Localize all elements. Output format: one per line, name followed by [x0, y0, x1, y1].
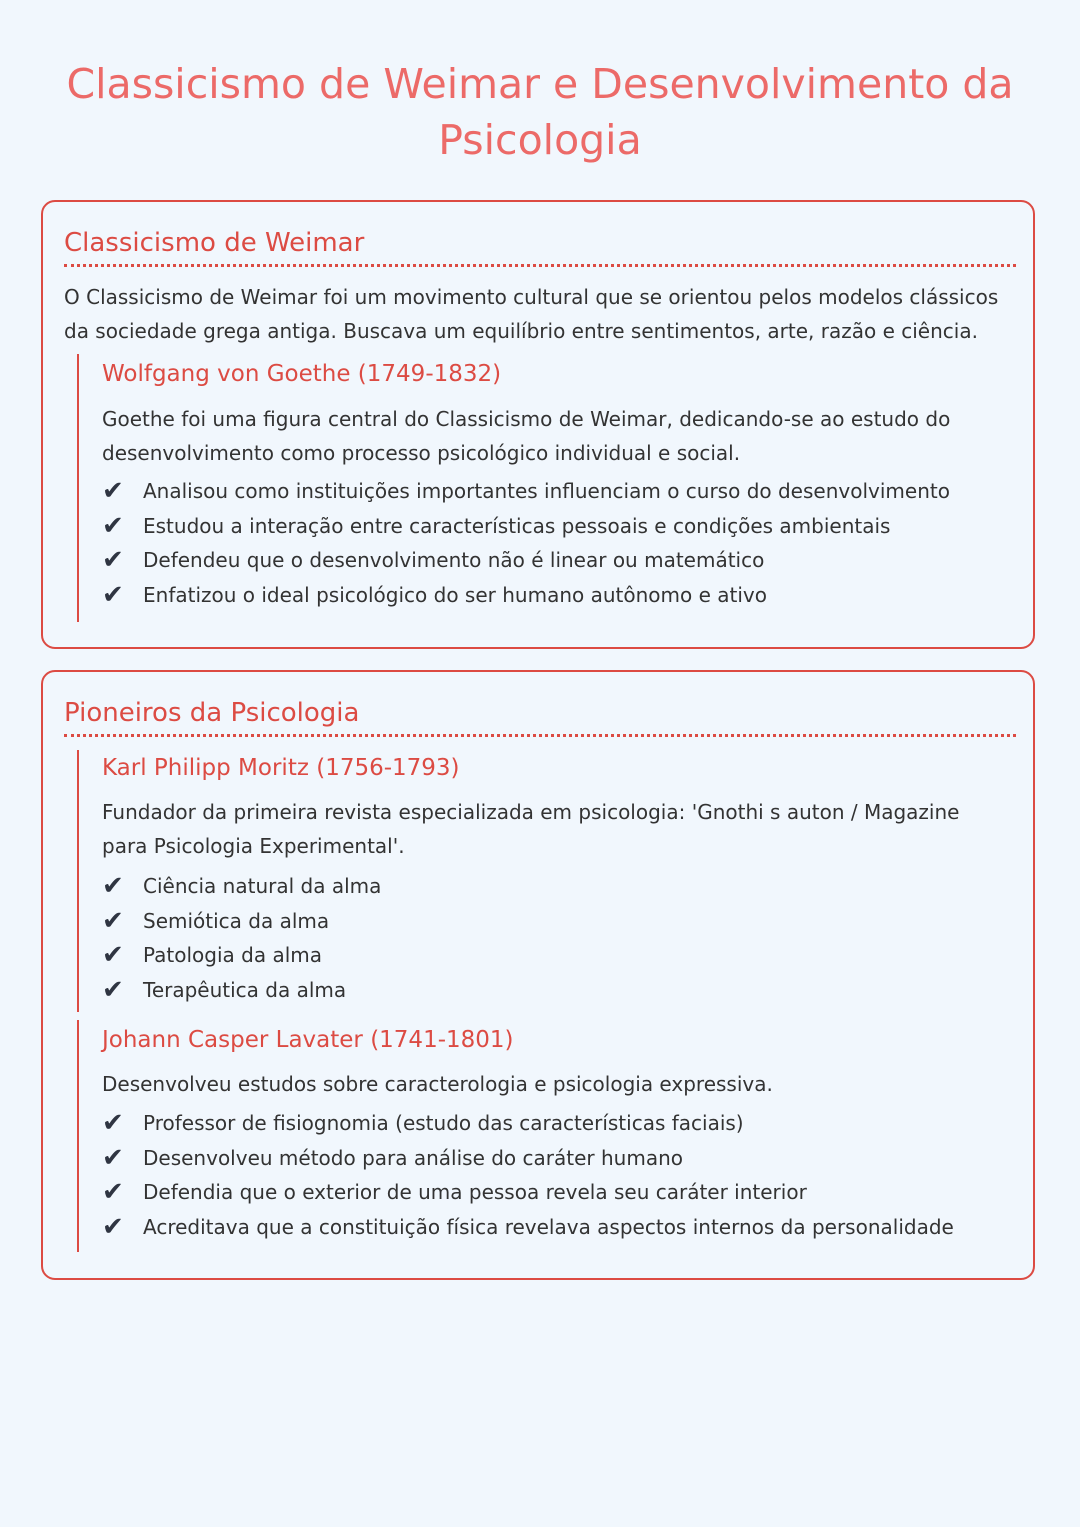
checkmark-icon: ✔ [102, 1108, 124, 1138]
checkmark-icon: ✔ [102, 905, 124, 936]
checkmark-icon: ✔ [102, 510, 124, 541]
person-description: Goethe foi uma figura central do Classicismo de Weimar, dedicando-se ao estudo do desenvolvimento como processo psicológico individual e social. [102, 407, 951, 465]
checkmark-icon: ✔ [102, 1211, 124, 1242]
checkmark-icon: ✔ [102, 871, 124, 901]
page-title: Classicismo de Weimar e Desenvolvimento da Psicologia [66, 60, 1014, 164]
person-description: Desenvolveu estudos sobre caracterologia e psicologia expressiva. [102, 1072, 773, 1096]
dotted-divider [64, 734, 1016, 737]
checkmark-icon: ✔ [102, 545, 124, 576]
person-name: Johann Casper Lavater (1741-1801) [102, 1027, 514, 1053]
section-card-pioneers [41, 670, 1035, 1280]
checkmark-icon: ✔ [102, 476, 124, 506]
section-title: Pioneiros da Psicologia [64, 698, 360, 728]
person-block-moritz: Karl Philipp Moritz (1756-1793) Fundador da primeira revista especializada em psicologia: 'Gnothi s auton / Magazine para Psicologia Experimental'. ✔ Ciência natural da alma ✔ Semiótica da alma ✔ Patologia da alma ✔ Terapêutica da alma [77, 750, 979, 1012]
person-block-lavater: Johann Casper Lavater (1741-1801) Desenvolveu estudos sobre caracterologia e psicologia expressiva. ✔ Professor de fisiognomia (estudo das características faciais) ✔ Desenvolveu método para análise do caráter humano ✔ Defendia que o exterior de uma pessoa revela seu caráter interior ✔ Acreditava que a constituição física revelava aspectos internos da personalidade [77, 1020, 979, 1252]
person-name: Karl Philipp Moritz (1756-1793) [102, 755, 460, 781]
person-name: Wolfgang von Goethe (1749-1832) [102, 361, 502, 387]
checkmark-icon: ✔ [102, 974, 124, 1005]
checkmark-icon: ✔ [102, 1142, 124, 1173]
person-description: Fundador da primeira revista especializada em psicologia: 'Gnothi s auton / Magazine para Psicologia Experimental'. [102, 800, 960, 858]
checkmark-icon: ✔ [102, 940, 124, 971]
section-intro: O Classicismo de Weimar foi um movimento cultural que se orientou pelos modelos clássicos da sociedade grega antiga. Buscava um equilíbrio entre sentimentos, arte, razão e ciência. [64, 285, 999, 343]
section-title: Classicismo de Weimar [64, 228, 365, 258]
section-card-weimar [41, 200, 1035, 649]
checkmark-icon: ✔ [102, 579, 124, 610]
dotted-divider [64, 264, 1016, 267]
checkmark-icon: ✔ [102, 1177, 124, 1208]
person-block-goethe: Wolfgang von Goethe (1749-1832) Goethe foi uma figura central do Classicismo de Weimar, dedicando-se ao estudo do desenvolvimento como processo psicológico individual e social. ✔ Analisou como instituições importantes influenciam o curso do desenvolvimento ✔ Estudou a interação entre características pessoais e condições ambientais ✔ Defendeu que o desenvolvimento não é linear ou matemático ✔ Enfatizou o ideal psicológico do ser humano autônomo e ativo [77, 354, 979, 622]
